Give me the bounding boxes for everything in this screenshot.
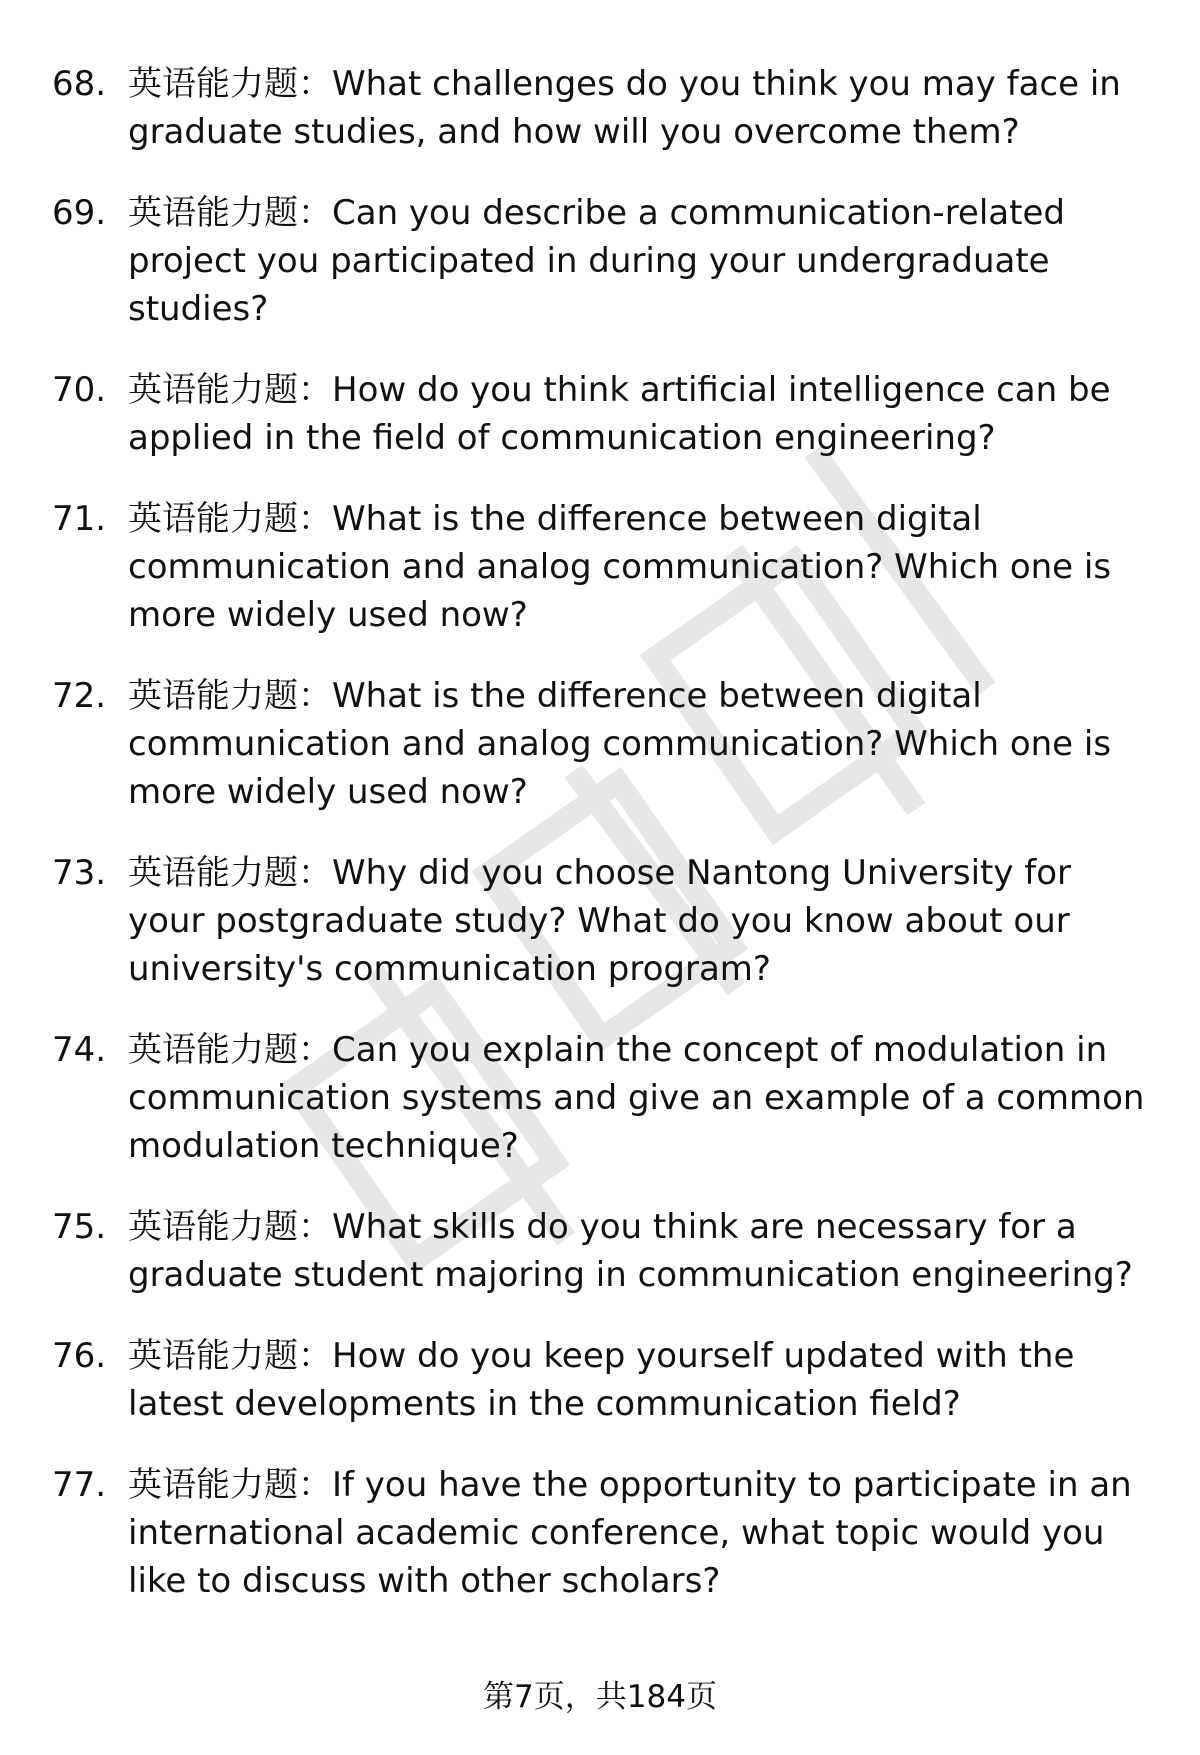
question-body: What is the difference between digital communication and analog communication? Which one is more widely used now? — [128, 499, 1112, 635]
question-item — [0, 849, 1200, 993]
question-number: 76. — [52, 1336, 107, 1376]
question-number: 70. — [52, 370, 107, 410]
question-category: 英语能力题： — [128, 1336, 332, 1376]
question-body: What is the difference between digital communication and analog communication? Which one is more widely used now? — [128, 676, 1112, 812]
question-text — [128, 189, 1148, 333]
question-body: How do you keep yourself updated with the latest developments in the communication field? — [128, 1336, 1075, 1424]
question-item — [0, 1461, 1200, 1605]
question-item — [0, 672, 1200, 816]
question-text — [128, 1203, 1148, 1299]
question-text — [128, 60, 1148, 156]
question-body: Why did you choose Nantong University for your postgraduate study? What do you know about our university's communication program? — [128, 853, 1072, 989]
question-text — [128, 1461, 1148, 1605]
page-number-footer: 第7页，共184页 — [483, 1679, 717, 1715]
question-number: 73. — [52, 853, 107, 893]
question-text — [128, 1026, 1148, 1170]
question-text — [128, 366, 1148, 462]
question-category: 英语能力题： — [128, 370, 332, 410]
question-category: 英语能力题： — [128, 1207, 332, 1247]
question-item — [0, 1026, 1200, 1170]
question-body: Can you describe a communication-related project you participated in during your undergraduate studies? — [128, 193, 1065, 329]
question-category: 英语能力题： — [128, 64, 332, 104]
question-body: If you have the opportunity to participate in an international academic conference, what topic would you like to discuss with other scholars? — [128, 1465, 1132, 1601]
question-number: 77. — [52, 1465, 107, 1505]
question-item — [0, 1332, 1200, 1428]
question-text — [128, 849, 1148, 993]
question-item — [0, 366, 1200, 462]
question-item — [0, 60, 1200, 156]
question-category: 英语能力题： — [128, 853, 332, 893]
question-category: 英语能力题： — [128, 1030, 332, 1070]
question-number: 69. — [52, 193, 107, 233]
question-item — [0, 189, 1200, 333]
question-category: 英语能力题： — [128, 499, 332, 539]
question-category: 英语能力题： — [128, 193, 332, 233]
question-text — [128, 1332, 1148, 1428]
question-body: Can you explain the concept of modulation in communication systems and give an example of a common modulation technique? — [128, 1030, 1145, 1166]
question-body: What challenges do you think you may face in graduate studies, and how will you overcome them? — [128, 64, 1121, 152]
question-category: 英语能力题： — [128, 1465, 332, 1505]
question-number: 71. — [52, 499, 107, 539]
question-number: 75. — [52, 1207, 107, 1247]
question-body: How do you think artificial intelligence can be applied in the field of communication engineering? — [128, 370, 1111, 458]
question-category: 英语能力题： — [128, 676, 332, 716]
question-item — [0, 495, 1200, 639]
question-text — [128, 495, 1148, 639]
question-list — [0, 60, 1200, 1638]
question-text — [128, 672, 1148, 816]
question-item — [0, 1203, 1200, 1299]
question-body: What skills do you think are necessary for a graduate student majoring in communication engineering? — [128, 1207, 1133, 1295]
question-number: 72. — [52, 676, 107, 716]
question-number: 68. — [52, 64, 107, 104]
question-number: 74. — [52, 1030, 107, 1070]
